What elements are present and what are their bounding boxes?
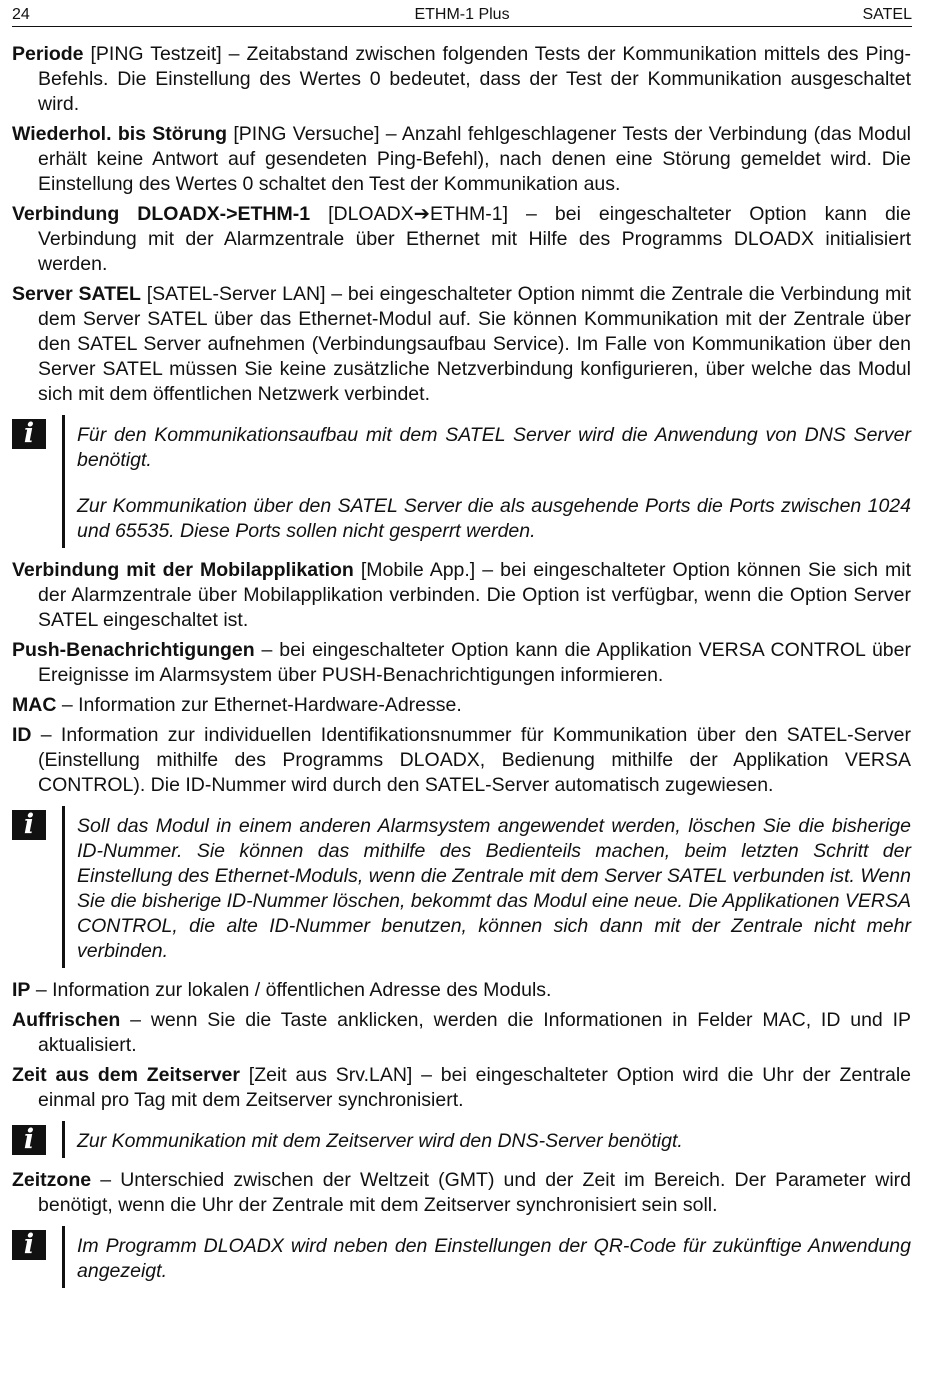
note-text: Für den Kommunikationsaufbau mit dem SATEL Server wird die Anwendung von DNS Server benötigt.: [77, 424, 911, 471]
term: Periode: [12, 43, 84, 65]
description: [PING Versuche] – Anzahl fehlgeschlagener Tests der Verbindung (das Modul erhält keine Antwort auf gesendeten Ping-Befehl), nach denen eine Störung gemeldet wird. Die Einstellung des Wertes 0 schaltet den Test der Kommunikation aus.: [38, 123, 911, 195]
note-bar: [62, 415, 65, 548]
description: [Mobile App.] – bei eingeschalteter Option können Sie sich mit der Alarmzentrale über Mobilapplikation verbinden. Die Option ist verfügbar, wenn die Option Server SATEL eingeschaltet ist.: [38, 559, 911, 631]
description: – wenn Sie die Taste anklicken, werden die Informationen in Felder MAC, ID und IP aktualisiert.: [38, 1009, 911, 1056]
brand-name: SATEL: [862, 6, 912, 23]
definition-mac: [12, 693, 911, 718]
definition-periode: [12, 42, 911, 117]
definition-wiederhol: [12, 122, 911, 197]
term: Wiederhol. bis Störung: [12, 123, 228, 145]
info-note: [12, 415, 911, 548]
description: [PING Testzeit] – Zeitabstand zwischen folgenden Tests der Kommunikation mittels des Ping-Befehls. Die Einstellung des Wertes 0 bedeutet, dass der Test der Kommunikation ausgeschaltet wird.: [38, 43, 911, 115]
definition-verbindung-dloadx: [12, 202, 911, 277]
info-note: [12, 1121, 911, 1158]
description: – Information zur individuellen Identifikationsnummer für Kommunikation über den SATEL-Server (Einstellung mithilfe des Programms DLOADX, Bedienung mithilfe der Applikation VERSA CONTROL). Die ID-Nummer wird durch den SATEL-Server automatisch zugewiesen.: [31, 724, 911, 796]
term: Server SATEL: [12, 283, 141, 305]
definition-zeitserver: [12, 1063, 911, 1113]
term: Auffrischen: [12, 1009, 121, 1031]
description: – Unterschied zwischen der Weltzeit (GMT) und der Zeit im Bereich. Der Parameter wird benötigt, wenn die Uhr der Zentrale mit dem Zeitserver synchronisiert sein soll.: [38, 1169, 911, 1216]
term: MAC: [12, 694, 57, 716]
term: Zeitzone: [12, 1169, 92, 1191]
info-icon: i: [12, 419, 46, 449]
definition-auffrischen: [12, 1008, 911, 1058]
info-note: [12, 1226, 911, 1288]
document-title: ETHM-1 Plus: [414, 6, 510, 23]
definition-server-satel: [12, 282, 911, 407]
description: – Information zur lokalen / öffentlichen Adresse des Moduls.: [30, 979, 552, 1001]
term: ID: [12, 724, 32, 746]
page-number: 24: [12, 6, 30, 23]
note-bar: [62, 1226, 65, 1288]
term: Verbindung DLOADX->ETHM-1: [12, 203, 311, 225]
note-text: Soll das Modul in einem anderen Alarmsystem angewendet werden, löschen Sie die bisherige ID-Nummer. Sie können das mithilfe des Bedienteils machen, beim letzten Schritt der Einstellung des Ethernet-Moduls, wenn die Zentrale mit dem Server SATEL verbunden ist. Wenn Sie die bisherige ID-Nummer löschen, bekommt das Modul eine neue. Die Applikationen VERSA CONTROL, die alte ID-Nummer benutzen, können sich dann mit der Zentrale nicht mehr verbinden.: [77, 815, 911, 962]
note-text: Zur Kommunikation mit dem Zeitserver wird den DNS-Server benötigt.: [77, 1130, 683, 1152]
term: Push-Benachrichtigungen: [12, 639, 255, 661]
note-text: Zur Kommunikation über den SATEL Server die als ausgehende Ports die Ports zwischen 1024 und 65535. Diese Ports sollen nicht gesperrt werden.: [77, 495, 911, 542]
info-icon: i: [12, 810, 46, 840]
definition-ip: [12, 978, 911, 1003]
term: Verbindung mit der Mobilapplikation: [12, 559, 354, 581]
info-icon: i: [12, 1230, 46, 1260]
note-text: Im Programm DLOADX wird neben den Einstellungen der QR-Code für zukünftige Anwendung angezeigt.: [77, 1235, 911, 1282]
note-bar: [62, 806, 65, 968]
description: [Zeit aus Srv.LAN] – bei eingeschalteter Option wird die Uhr der Zentrale einmal pro Tag mit dem Zeitserver synchronisiert.: [38, 1064, 912, 1111]
description: – Information zur Ethernet-Hardware-Adresse.: [56, 694, 462, 716]
page-header: [12, 0, 912, 27]
info-icon: i: [12, 1125, 46, 1155]
definition-push: [12, 638, 911, 688]
page-content: [12, 42, 911, 1298]
note-bar: [62, 1121, 65, 1158]
term: Zeit aus dem Zeitserver: [12, 1064, 240, 1086]
definition-id: [12, 723, 911, 798]
description: – bei eingeschalteter Option kann die Applikation VERSA CONTROL über Ereignisse im Alarmsystem über PUSH-Benachrichtigungen informieren.: [38, 639, 911, 686]
term: IP: [12, 979, 31, 1001]
description: [DLOADX➔ETHM-1] – bei eingeschalteter Option kann die Verbindung mit der Alarmzentrale über Ethernet mit Hilfe des Programms DLOADX initialisiert werden.: [38, 203, 911, 275]
definition-mobilapplikation: [12, 558, 911, 633]
definition-zeitzone: [12, 1168, 911, 1218]
description: [SATEL-Server LAN] – bei eingeschalteter Option nimmt die Zentrale die Verbindung mit dem Server SATEL über das Ethernet-Modul auf. Sie können Kommunikation mit der Zentrale über den SATEL Server aufnehmen (Verbindungsaufbau Service). Im Falle von Kommunikation über den Server SATEL müssen Sie keine zusätzliche Netzverbindung konfigurieren, über welche das Modul sich mit dem öffentlichen Netzwerk verbindet.: [38, 283, 912, 405]
info-note: [12, 806, 911, 968]
